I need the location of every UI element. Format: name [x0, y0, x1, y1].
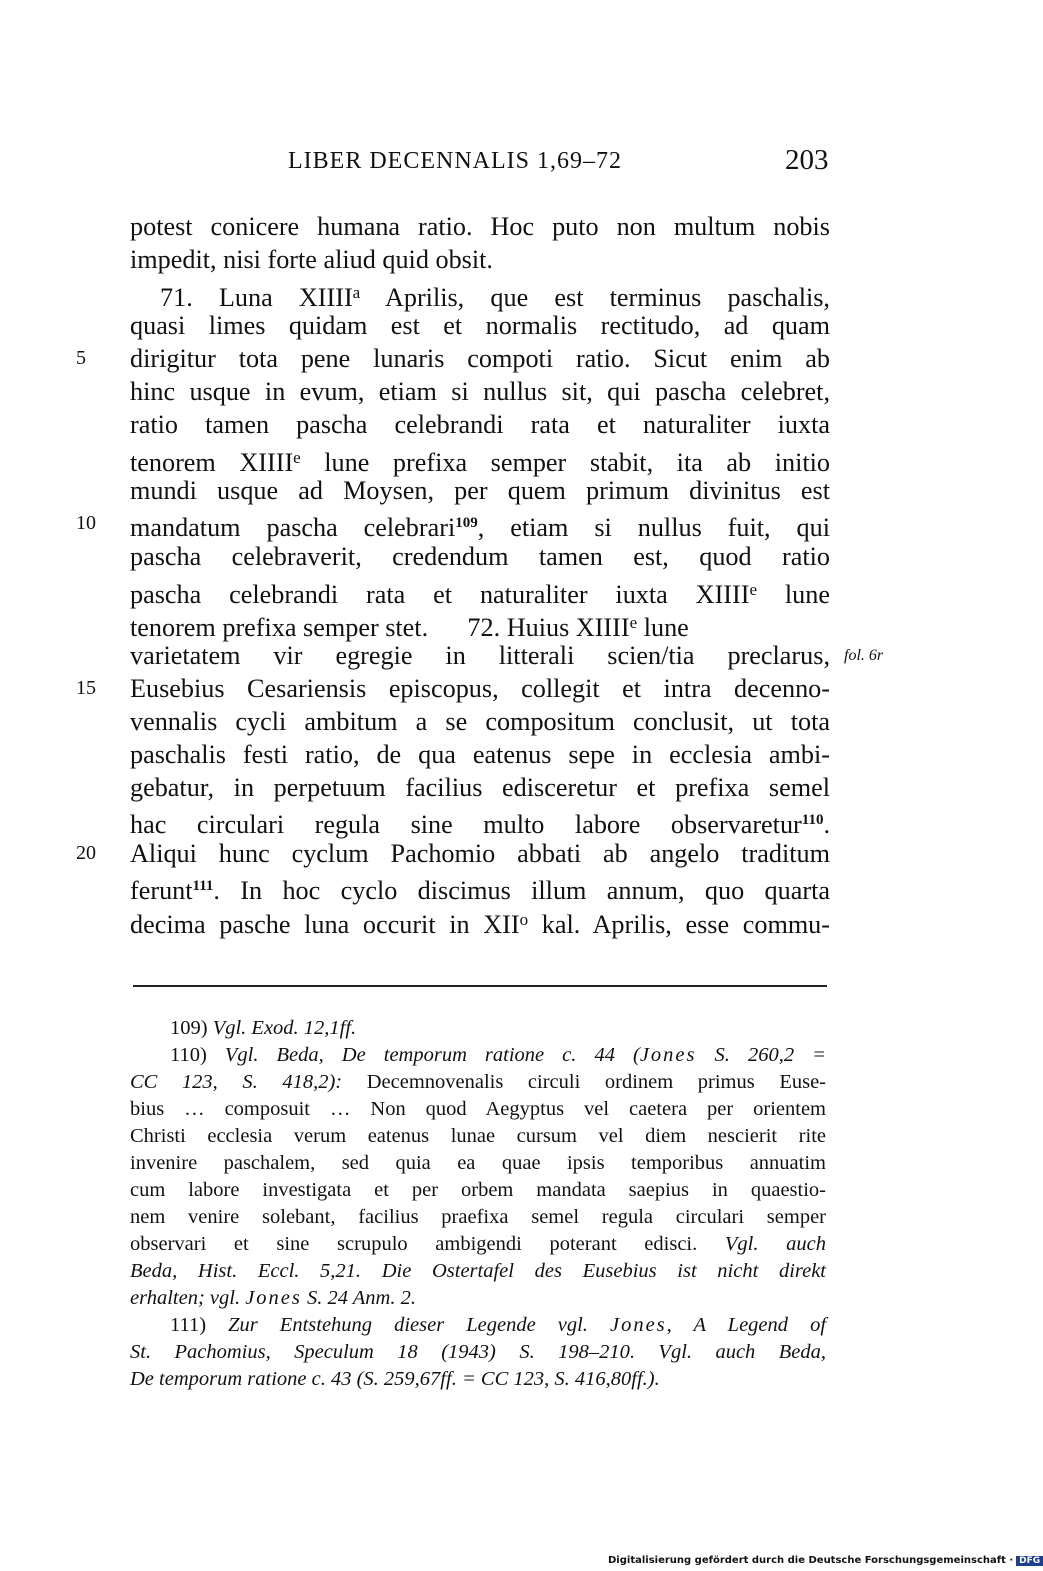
line-number: 15 [76, 677, 96, 699]
running-title: LIBER DECENNALIS 1,69–72 [288, 148, 622, 174]
footnote-ref[interactable]: 109 [455, 515, 478, 531]
text-segment: , etiam si nullus fuit, qui [477, 513, 830, 542]
text-line [130, 606, 830, 642]
footnote-divider [133, 985, 827, 987]
footnote-text: S. 24 Anm. 2. [301, 1287, 416, 1309]
footnote-number: 109) [170, 1017, 208, 1039]
text-line [160, 276, 830, 312]
text-segment: . In hoc cyclo discimus illum annum, quo quarta [213, 876, 830, 905]
superscript: e [293, 448, 301, 467]
footnote-text: , A Legend of [666, 1314, 827, 1336]
text-line [130, 870, 830, 903]
footnote-text: Vgl. Exod. 12,1ff. [212, 1017, 357, 1039]
superscript: e [629, 613, 638, 632]
footnote-line: St. Pachomius, Speculum 18 (1943) S. 198–210. Vgl. auch Beda, [130, 1341, 826, 1363]
text-line: dirigitur tota pene lunaris compoti ratio. Sicut enim ab [130, 344, 830, 373]
text-line: paschalis festi ratio, de qua eatenus sepe in ecclesia ambi- [130, 740, 830, 769]
footnote-line [130, 1285, 826, 1312]
line-number: 5 [76, 347, 86, 369]
footnote-text: Decemnovenalis circuli ordinem primus Euse- [342, 1071, 826, 1093]
text-segment: Aprilis, que est terminus paschalis, [360, 283, 830, 312]
text-segment: kal. Aprilis, esse commu- [528, 910, 830, 939]
text-line [130, 903, 830, 939]
text-segment: ferunt [130, 876, 193, 905]
footnote-ref[interactable]: 111 [192, 878, 214, 894]
margin-note-folio: fol. 6r [844, 647, 884, 664]
text-line [130, 573, 830, 609]
text-segment: . [823, 810, 830, 839]
text-segment: 71. Luna XIIII [160, 283, 353, 312]
footnote-110 [170, 1042, 826, 1069]
footnote-number: 110) [170, 1044, 207, 1066]
dfg-logo: DFG [1016, 1556, 1043, 1566]
text-segment: tenorem XIIII [130, 448, 294, 477]
footnote-line: Christi ecclesia verum eatenus lunae cursum vel diem nescierit rite [130, 1125, 826, 1147]
text-segment: lune [757, 580, 830, 609]
page-number: 203 [785, 144, 829, 176]
footnote-text: Vgl. Beda, De temporum ratione c. 44 ( [224, 1044, 640, 1066]
text-line: pascha celebraverit, credendum tamen est, quod ratio [130, 542, 830, 571]
footnote-111 [170, 1312, 826, 1339]
text-line: varietatem vir egregie in litterali scien/tia preclarus, [130, 641, 830, 670]
footnote-line [130, 1069, 826, 1096]
footnote-109 [170, 1015, 826, 1042]
funding-notice [608, 1555, 1043, 1566]
superscript: e [749, 580, 758, 599]
footnote-line [130, 1231, 826, 1258]
footnote-line: nem venire solebant, facilius praefixa semel regula circulari semper [130, 1206, 826, 1228]
author-name: Jones [609, 1314, 667, 1336]
text-line: Aliqui hunc cyclum Pachomio abbati ab angelo traditum [130, 839, 830, 868]
text-segment: hac circulari regula sine multo labore observaretur [130, 810, 802, 839]
text-line: potest conicere humana ratio. Hoc puto non multum nobis [130, 212, 830, 241]
footnote-line: bius … composuit … Non quod Aegyptus vel caetera per orientem [130, 1098, 826, 1120]
footnote-line: invenire paschalem, sed quia ea quae ipsis temporibus annuatim [130, 1152, 826, 1174]
line-number: 20 [76, 842, 96, 864]
page-header [0, 140, 1000, 180]
text-line [130, 804, 830, 837]
text-line: quasi limes quidam est et normalis rectitudo, ad quam [130, 311, 830, 340]
footnote-text: Vgl. auch [724, 1233, 826, 1255]
funding-text: Digitalisierung gefördert durch die Deutsche Forschungsgemeinschaft · [608, 1555, 1014, 1566]
text-segment: mandatum pascha celebrari [130, 513, 456, 542]
text-line: impedit, nisi forte aliud quid obsit. [130, 245, 493, 274]
text-segment: tenorem prefixa semper stet. 72. Huius XIIII [130, 613, 630, 642]
footnote-ref[interactable]: 110 [801, 812, 824, 828]
text-line: ratio tamen pascha celebrandi rata et naturaliter iuxta [130, 410, 830, 439]
footnote-text: CC 123, S. 418,2): [130, 1071, 343, 1093]
text-segment: pascha celebrandi rata et naturaliter iuxta XIIII [130, 580, 750, 609]
author-name: Jones [639, 1044, 697, 1066]
text-line: mundi usque ad Moysen, per quem primum divinitus est [130, 476, 830, 505]
text-segment: lune prefixa semper stabit, ita ab initio [300, 448, 830, 477]
superscript: o [519, 910, 529, 929]
footnote-line: Beda, Hist. Eccl. 5,21. Die Ostertafel des Eusebius ist nicht direkt [130, 1260, 826, 1282]
superscript: a [352, 283, 361, 302]
footnote-text: observari et sine scrupulo ambigendi poterant edisci. [130, 1233, 725, 1255]
text-line: gebatur, in perpetuum facilius edisceretur et prefixa semel [130, 773, 830, 802]
text-segment: decima pasche luna occurit in XII [130, 910, 520, 939]
footnote-text: Zur Entstehung dieser Legende vgl. [228, 1314, 610, 1336]
footnote-line: cum labore investigata et per orbem mandata saepius in quaestio- [130, 1179, 826, 1201]
footnote-number: 111) [170, 1314, 207, 1336]
footnote-text: S. 260,2 = [696, 1044, 826, 1066]
line-number: 10 [76, 512, 96, 534]
text-line [130, 507, 830, 540]
footnote-line: De temporum ratione c. 43 (S. 259,67ff. = CC 123, S. 416,80ff.). [130, 1368, 660, 1390]
text-line [130, 441, 830, 477]
text-line: Eusebius Cesariensis episcopus, collegit et intra decenno- [130, 674, 830, 703]
text-line: hinc usque in evum, etiam si nullus sit, qui pascha celebret, [130, 377, 830, 406]
text-segment: lune [637, 613, 689, 642]
footnote-text: erhalten; vgl. [130, 1287, 246, 1309]
author-name: Jones [245, 1287, 302, 1309]
text-line: vennalis cycli ambitum a se compositum conclusit, ut tota [130, 707, 830, 736]
